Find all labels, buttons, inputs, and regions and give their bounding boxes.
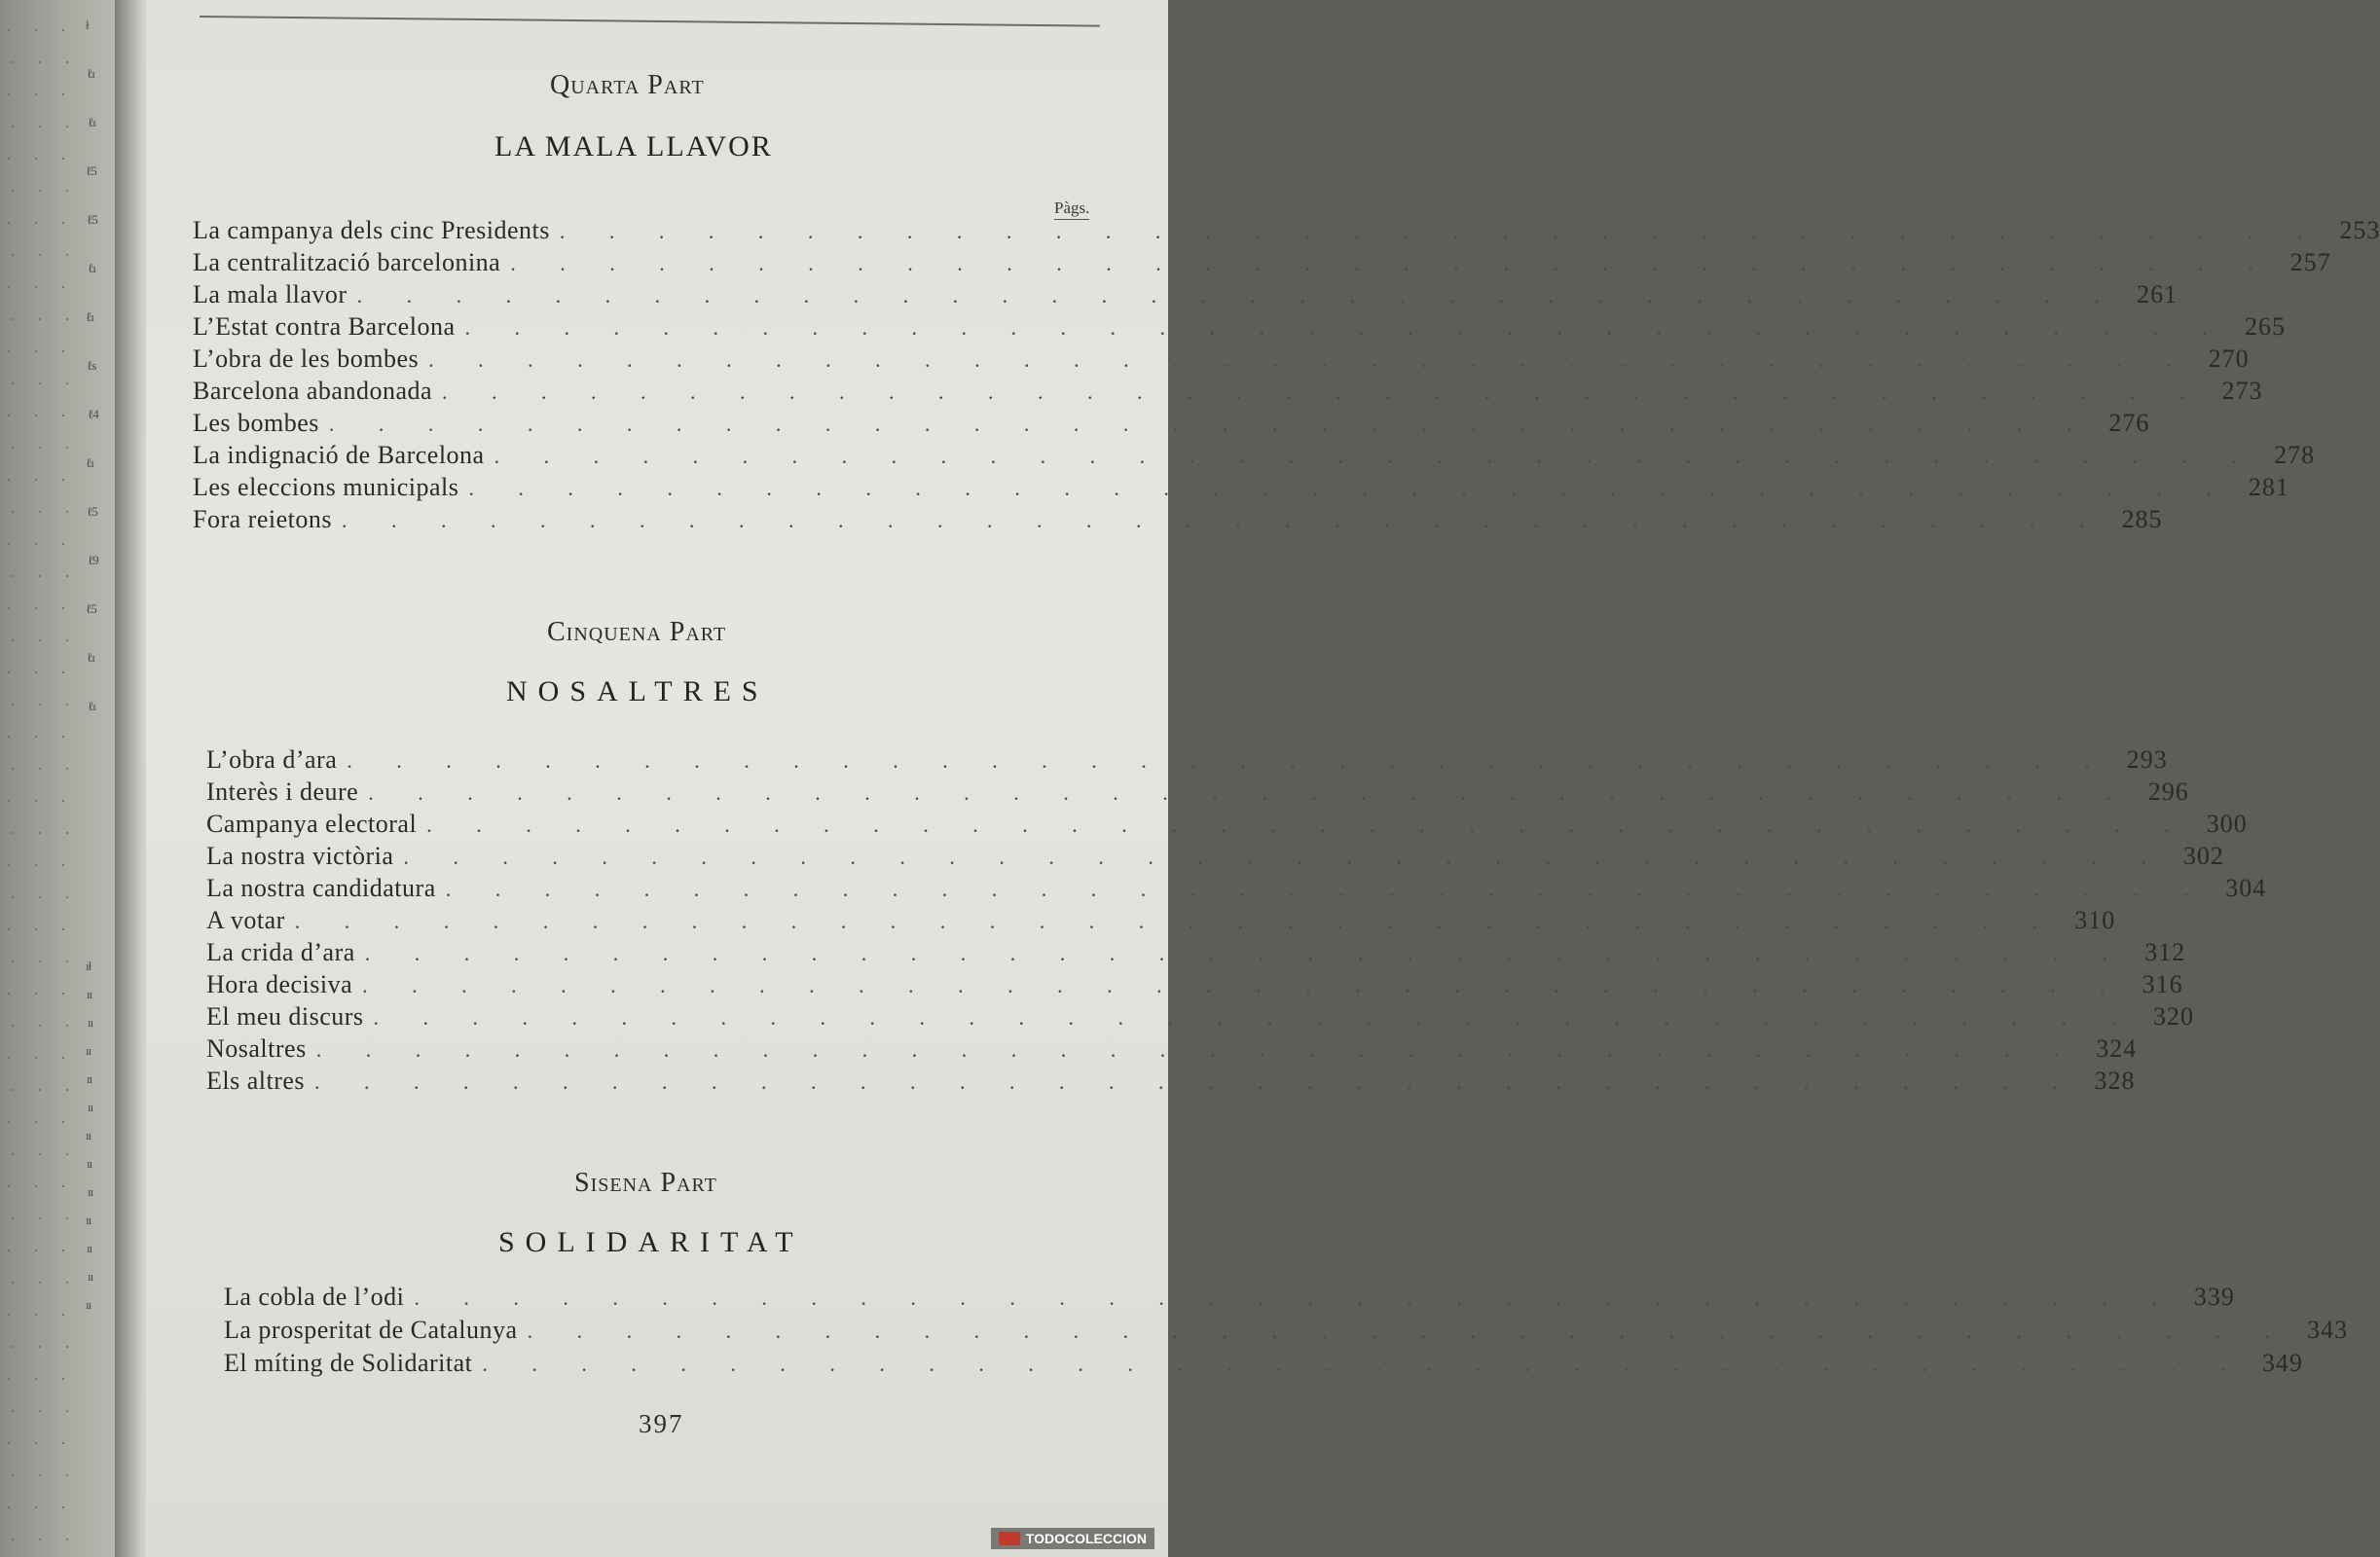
toc-entry-page: 265 — [2245, 312, 2286, 341]
previous-page-mark: ℓı — [88, 261, 95, 275]
previous-page-leader-dot — [35, 1314, 37, 1316]
previous-page-mark: ıı — [88, 1100, 93, 1114]
previous-page-leader-dot — [66, 768, 68, 770]
previous-page-leader-dot — [12, 1410, 14, 1412]
toc-entry — [193, 473, 2289, 506]
previous-page-leader-dot — [12, 511, 14, 513]
previous-page-mark: ıı — [87, 1156, 92, 1171]
previous-page-mark: ℓ5 — [86, 163, 96, 178]
previous-page-leader-dot — [35, 158, 37, 160]
previous-page-leader-dot — [39, 126, 41, 127]
previous-page-leader-dot — [39, 960, 41, 962]
watermark-text: TODOCOLECCION — [1025, 1531, 1147, 1546]
previous-page-leader-dot — [35, 993, 37, 995]
previous-page-mark: ℓs — [87, 358, 96, 373]
dot-leader: . . . . . . . . . . . . . . . . . . . . . . . . . . . . . . . . . . . . — [364, 941, 2128, 965]
previous-page-leader-dot — [39, 1153, 41, 1155]
toc-entry-title: Nosaltres — [206, 1034, 307, 1063]
previous-page-leader-dot — [66, 1025, 68, 1027]
previous-page-mark: ıı — [86, 1043, 92, 1058]
previous-page-leader-dot — [62, 479, 64, 481]
toc-entry-page: 310 — [2074, 906, 2116, 934]
previous-page-leader-dot — [35, 864, 37, 866]
previous-page-leader-dot — [39, 61, 41, 63]
previous-page-leader-dot — [8, 543, 10, 545]
previous-page-mark: ℓı — [86, 309, 93, 324]
dot-leader: . . . . . . . . . . . . . . . . . . . . . . . . . . . . . . . . . . . . — [294, 909, 2058, 933]
dot-leader: . . . . . . . . . . . . . . . . . . . . . . . . . . . . . . . . . . . . — [341, 508, 2105, 532]
dot-leader: . . . . . . . . . . . . . . . . . . . . . . . . . . . . . . . . . . . . — [314, 1069, 2077, 1094]
previous-page-mark: ıı — [86, 1297, 92, 1312]
previous-page-leader-dot — [39, 896, 41, 898]
previous-page-leader-dot — [62, 29, 64, 31]
previous-page-leader-dot — [8, 1057, 10, 1059]
previous-page-leader-dot — [8, 1185, 10, 1187]
previous-page-leader-dot — [35, 1378, 37, 1380]
previous-page-mark: ℓı — [88, 699, 95, 713]
previous-page-leader-dot — [62, 415, 64, 416]
toc-entry-page: 253 — [2339, 216, 2380, 244]
toc-entry-page: 273 — [2221, 377, 2263, 405]
dot-leader: . . . . . . . . . . . . . . . . . . . . . . . . . . . . . . . . . . . . — [510, 251, 2273, 275]
previous-page-mark: ıı — [87, 987, 92, 1001]
previous-page-mark: ℓı — [87, 66, 94, 81]
toc-entry — [224, 1283, 2235, 1316]
toc-entry-page: 285 — [2121, 505, 2163, 533]
previous-page-leader-dot — [12, 1217, 14, 1219]
previous-page-leader-dot — [66, 1217, 68, 1219]
toc-entry-title: Els altres — [206, 1067, 306, 1095]
toc-entry — [206, 842, 2224, 875]
previous-page-leader-dot — [8, 928, 10, 930]
previous-page-leader-dot — [62, 1442, 64, 1444]
previous-page-leader-dot — [66, 511, 68, 513]
dot-leader: . . . . . . . . . . . . . . . . . . . . . . . . . . . . . . . . . . . . — [527, 1319, 2290, 1343]
toc-entry-title: Les bombes — [193, 409, 319, 437]
toc-entry-page: 270 — [2208, 344, 2250, 373]
previous-page-leader-dot — [66, 1539, 68, 1540]
previous-page-leader-dot — [39, 1089, 41, 1091]
previous-page-leader-dot — [62, 222, 64, 224]
previous-page-leader-dot — [35, 1121, 37, 1123]
previous-page-leader-dot — [35, 286, 37, 288]
toc-entry — [224, 1316, 2349, 1349]
toc-entry-title: La nostra candidatura — [206, 874, 436, 902]
toc-entry-title: El míting de Solidaritat — [224, 1349, 473, 1377]
previous-page-leader-dot — [12, 575, 14, 577]
previous-page-leader-dot — [39, 1025, 41, 1027]
toc-entry-page: 316 — [2142, 970, 2183, 998]
watermark — [991, 1528, 1154, 1549]
previous-page-leader-dot — [35, 671, 37, 673]
toc-entry-title: La cobla de l’odi — [224, 1283, 405, 1311]
previous-page-leader-dot — [66, 254, 68, 256]
previous-page-leader-dot — [8, 864, 10, 866]
previous-page-leader-dot — [12, 318, 14, 320]
previous-page-leader-dot — [66, 960, 68, 962]
previous-page-leader-dot — [39, 768, 41, 770]
section-title: SOLIDARITAT — [498, 1226, 804, 1258]
toc-entry-title: La centralització barcelonina — [193, 248, 501, 276]
toc-entry-title: La campanya dels cinc Presidents — [193, 216, 550, 244]
dot-leader: . . . . . . . . . . . . . . . . . . . . . . . . . . . . . . . . . . . . — [559, 219, 2323, 243]
previous-page-leader-dot — [12, 61, 14, 63]
dot-leader: . . . . . . . . . . . . . . . . . . . . . . . . . . . . . . . . . . . . — [482, 1352, 2245, 1376]
previous-page-leader-dot — [8, 1442, 10, 1444]
previous-page-leader-dot — [62, 671, 64, 673]
toc-entry-page: 261 — [2137, 280, 2179, 308]
previous-page-leader-dot — [66, 704, 68, 706]
toc-entry-page: 293 — [2126, 745, 2168, 774]
previous-page-leader-dot — [39, 639, 41, 641]
previous-page-leader-dot — [39, 704, 41, 706]
toc-entry-title: Interès i deure — [206, 778, 359, 806]
previous-page-mark: ℓ5 — [86, 601, 96, 616]
dot-leader: . . . . . . . . . . . . . . . . . . . . . . . . . . . . . . . . . . . . — [426, 813, 2189, 837]
dot-leader: . . . . . . . . . . . . . . . . . . . . . . . . . . . . . . . . . . . . — [494, 444, 2257, 468]
previous-page-leader-dot — [8, 29, 10, 31]
previous-page-leader-dot — [35, 29, 37, 31]
toc-entry-title: El meu discurs — [206, 1002, 364, 1031]
previous-page-leader-dot — [12, 960, 14, 962]
previous-page-leader-dot — [8, 158, 10, 160]
previous-page-leader-dot — [62, 1249, 64, 1251]
previous-page-leader-dot — [39, 832, 41, 834]
section-part-label: Sisena Part — [574, 1168, 717, 1198]
toc-entry-page: 304 — [2225, 874, 2267, 902]
toc-entry — [206, 810, 2248, 843]
toc-entry-page: 339 — [2193, 1283, 2235, 1311]
previous-page-leader-dot — [12, 639, 14, 641]
previous-page-leader-dot — [62, 543, 64, 545]
previous-page-mark: ıı — [88, 1184, 93, 1199]
previous-page-mark: ł — [86, 18, 89, 32]
previous-page-leader-dot — [66, 1410, 68, 1412]
previous-page-leader-dot — [35, 93, 37, 95]
previous-page-leader-dot — [8, 736, 10, 738]
toc-entry-page: 257 — [2289, 248, 2331, 276]
toc-entry-title: A votar — [206, 906, 285, 934]
dot-leader: . . . . . . . . . . . . . . . . . . . . . . . . . . . . . . . . . . . . — [368, 780, 2131, 805]
dot-leader: . . . . . . . . . . . . . . . . . . . . . . . . . . . . . . . . . . . . — [414, 1285, 2177, 1310]
previous-page-leader-dot — [62, 1378, 64, 1380]
toc-entry-title: La crida d’ara — [206, 938, 355, 966]
previous-page-leader-dot — [66, 575, 68, 577]
previous-page-leader-dot — [35, 415, 37, 416]
previous-page-leader-dot — [66, 190, 68, 192]
dot-leader: . . . . . . . . . . . . . . . . . . . . . . . . . . . . . . . . . . . . — [442, 380, 2205, 404]
toc-entry — [193, 505, 2163, 538]
toc-entry — [193, 248, 2331, 281]
section-part-label: Cinquena Part — [547, 617, 727, 647]
previous-page-leader-dot — [12, 704, 14, 706]
previous-page-leader-dot — [39, 254, 41, 256]
previous-page-leader-dot — [66, 61, 68, 63]
previous-page-leader-dot — [39, 1474, 41, 1476]
toc-entry-page: 281 — [2248, 473, 2289, 501]
previous-page-leader-dot — [62, 736, 64, 738]
previous-page-leader-dot — [62, 928, 64, 930]
toc-entry-page: 328 — [2094, 1067, 2136, 1095]
previous-page-leader-dot — [12, 832, 14, 834]
previous-page-leader-dot — [39, 1539, 41, 1540]
previous-page-leader-dot — [39, 318, 41, 320]
dot-leader: . . . . . . . . . . . . . . . . . . . . . . . . . . . . . . . . . . . . — [468, 476, 2231, 500]
previous-page-leader-dot — [35, 1506, 37, 1508]
toc-entry-page: 324 — [2096, 1034, 2138, 1063]
section-title: NOSALTRES — [506, 675, 769, 707]
previous-page-leader-dot — [8, 415, 10, 416]
dot-leader: . . . . . . . . . . . . . . . . . . . . . . . . . . . . . . . . . . . . — [445, 877, 2209, 901]
toc-entry-page: 302 — [2182, 842, 2224, 870]
previous-page-leader-dot — [39, 1217, 41, 1219]
previous-page-strip — [0, 0, 117, 1557]
dot-leader: . . . . . . . . . . . . . . . . . . . . . . . . . . . . . . . . . . . . — [328, 412, 2092, 436]
previous-page-leader-dot — [8, 479, 10, 481]
toc-entry-title: L’obra de les bombes — [193, 344, 420, 373]
toc-entry-title: L’obra d’ara — [206, 745, 338, 774]
previous-page-mark: ıı — [86, 1128, 92, 1142]
previous-page-leader-dot — [62, 1121, 64, 1123]
previous-page-leader-dot — [66, 1474, 68, 1476]
previous-page-leader-dot — [66, 318, 68, 320]
previous-page-mark: ıł — [86, 959, 92, 973]
toc-entry-title: Hora decisiva — [206, 970, 353, 998]
toc-entry — [193, 216, 2380, 249]
previous-page-leader-dot — [66, 1282, 68, 1284]
previous-page-leader-dot — [12, 1539, 14, 1540]
dot-leader: . . . . . . . . . . . . . . . . . . . . . . . . . . . . . . . . . . . . — [403, 845, 2166, 869]
previous-page-mark: ℓı — [87, 650, 94, 665]
previous-page-leader-dot — [12, 1346, 14, 1348]
toc-entry-page: 296 — [2147, 778, 2189, 806]
previous-page-mark: ℓ4 — [88, 407, 98, 421]
previous-page-leader-dot — [66, 896, 68, 898]
previous-page-mark: ℓ9 — [88, 553, 98, 567]
toc-entry-page: 343 — [2307, 1316, 2349, 1344]
toc-entry — [206, 906, 2116, 939]
watermark-logo-icon — [999, 1532, 1020, 1545]
previous-page-leader-dot — [35, 350, 37, 352]
previous-page-mark: ıı — [86, 1213, 92, 1227]
dot-leader: . . . . . . . . . . . . . . . . . . . . . . . . . . . . . . . . . . . . — [362, 973, 2125, 997]
toc-entry-title: La prosperitat de Catalunya — [224, 1316, 518, 1344]
previous-page-mark: ℓ5 — [87, 212, 97, 227]
toc-entry-title: L’Estat contra Barcelona — [193, 312, 456, 341]
previous-page-leader-dot — [8, 993, 10, 995]
previous-page-leader-dot — [8, 1249, 10, 1251]
section-title: LA MALA LLAVOR — [494, 130, 773, 163]
previous-page-leader-dot — [62, 1314, 64, 1316]
previous-page-leader-dot — [12, 254, 14, 256]
dot-leader: . . . . . . . . . . . . . . . . . . . . . . . . . . . . . . . . . . . . — [464, 315, 2227, 340]
previous-page-leader-dot — [12, 896, 14, 898]
toc-entry-title: Campanya electoral — [206, 810, 418, 838]
previous-page-leader-dot — [12, 1025, 14, 1027]
previous-page-mark: ıı — [87, 1241, 92, 1255]
previous-page-leader-dot — [62, 607, 64, 609]
previous-page-leader-dot — [62, 1185, 64, 1187]
toc-entry — [206, 1034, 2138, 1068]
previous-page-leader-dot — [12, 1153, 14, 1155]
previous-page-leader-dot — [39, 190, 41, 192]
toc-entry-page: 349 — [2261, 1349, 2303, 1377]
previous-page-leader-dot — [35, 1249, 37, 1251]
pages-column-label: Pàgs. — [1054, 199, 1089, 220]
page-number: 397 — [639, 1409, 684, 1438]
previous-page-mark: ℓ5 — [87, 504, 97, 519]
toc-entry — [206, 778, 2189, 811]
previous-page-leader-dot — [12, 382, 14, 384]
previous-page-leader-dot — [8, 350, 10, 352]
previous-page-mark: ℓı — [86, 455, 93, 470]
previous-page-leader-dot — [35, 1057, 37, 1059]
previous-page-leader-dot — [62, 1057, 64, 1059]
previous-page-leader-dot — [12, 768, 14, 770]
previous-page-leader-dot — [8, 222, 10, 224]
dot-leader: . . . . . . . . . . . . . . . . . . . . . . . . . . . . . . . . . . . . — [315, 1037, 2079, 1062]
toc-entry-title: Fora reietons — [193, 505, 332, 533]
previous-page-leader-dot — [66, 1153, 68, 1155]
previous-page-leader-dot — [39, 511, 41, 513]
previous-page-leader-dot — [8, 1378, 10, 1380]
toc-entry — [193, 312, 2286, 345]
previous-page-leader-dot — [35, 800, 37, 802]
previous-page-leader-dot — [35, 1185, 37, 1187]
toc-entry — [206, 745, 2168, 778]
toc-entry-title: La indignació de Barcelona — [193, 441, 485, 469]
previous-page-leader-dot — [35, 736, 37, 738]
previous-page-leader-dot — [12, 190, 14, 192]
previous-page-leader-dot — [66, 1089, 68, 1091]
previous-page-leader-dot — [39, 382, 41, 384]
previous-page-leader-dot — [8, 800, 10, 802]
previous-page-leader-dot — [12, 1474, 14, 1476]
previous-page-leader-dot — [8, 93, 10, 95]
toc-entry — [193, 280, 2179, 313]
previous-page-leader-dot — [62, 158, 64, 160]
toc-entry-page: 320 — [2153, 1002, 2195, 1031]
previous-page-leader-dot — [62, 1506, 64, 1508]
previous-page-mark: ıı — [87, 1071, 92, 1086]
toc-entry-title: La nostra victòria — [206, 842, 394, 870]
toc-entry — [224, 1349, 2303, 1382]
previous-page-leader-dot — [66, 447, 68, 449]
previous-page-leader-dot — [12, 1089, 14, 1091]
previous-page-leader-dot — [66, 382, 68, 384]
dot-leader: . . . . . . . . . . . . . . . . . . . . . . . . . . . . . . . . . . . . — [428, 347, 2191, 372]
toc-entry — [193, 409, 2150, 442]
previous-page-leader-dot — [12, 126, 14, 127]
section-part-label: Quarta Part — [550, 70, 705, 100]
previous-page-leader-dot — [35, 543, 37, 545]
previous-page-mark: ıı — [88, 1269, 93, 1284]
previous-page-leader-dot — [8, 286, 10, 288]
previous-page-leader-dot — [35, 607, 37, 609]
previous-page-leader-dot — [62, 93, 64, 95]
previous-page-leader-dot — [62, 993, 64, 995]
previous-page-leader-dot — [12, 1282, 14, 1284]
previous-page-leader-dot — [8, 1506, 10, 1508]
toc-entry — [206, 938, 2186, 971]
previous-page-mark: ℓı — [88, 115, 95, 129]
toc-entry-page: 300 — [2206, 810, 2248, 838]
dot-leader: . . . . . . . . . . . . . . . . . . . . . . . . . . . . . . . . . . . . — [347, 748, 2109, 773]
previous-page-leader-dot — [62, 350, 64, 352]
previous-page-leader-dot — [39, 447, 41, 449]
previous-page-leader-dot — [39, 575, 41, 577]
toc-entry-title: La mala llavor — [193, 280, 348, 308]
previous-page-leader-dot — [35, 222, 37, 224]
toc-entry-page: 312 — [2144, 938, 2186, 966]
previous-page-leader-dot — [66, 639, 68, 641]
previous-page-mark: ıı — [88, 1015, 93, 1030]
toc-entry — [193, 377, 2263, 410]
previous-page-leader-dot — [62, 286, 64, 288]
previous-page-leader-dot — [39, 1282, 41, 1284]
toc-entry-title: Barcelona abandonada — [193, 377, 433, 405]
toc-entry-page: 278 — [2274, 441, 2316, 469]
toc-entry — [206, 970, 2183, 1003]
dot-leader: . . . . . . . . . . . . . . . . . . . . . . . . . . . . . . . . . . . . — [373, 1005, 2137, 1030]
toc-entry — [193, 441, 2316, 474]
previous-page-leader-dot — [66, 126, 68, 127]
toc-entry — [206, 1002, 2195, 1035]
toc-entry — [193, 344, 2250, 378]
toc-entry — [206, 1067, 2136, 1100]
dot-leader: . . . . . . . . . . . . . . . . . . . . . . . . . . . . . . . . . . . . — [356, 283, 2120, 308]
previous-page-leader-dot — [35, 1442, 37, 1444]
previous-page-leader-dot — [35, 479, 37, 481]
previous-page-leader-dot — [62, 800, 64, 802]
toc-entry-title: Les eleccions municipals — [193, 473, 459, 501]
previous-page-leader-dot — [12, 447, 14, 449]
toc-entry — [206, 874, 2267, 907]
previous-page-leader-dot — [66, 832, 68, 834]
previous-page-leader-dot — [8, 607, 10, 609]
previous-page-leader-dot — [8, 671, 10, 673]
previous-page-leader-dot — [62, 864, 64, 866]
previous-page-leader-dot — [8, 1314, 10, 1316]
toc-entry-page: 276 — [2108, 409, 2150, 437]
previous-page-leader-dot — [39, 1346, 41, 1348]
previous-page-leader-dot — [39, 1410, 41, 1412]
previous-page-leader-dot — [8, 1121, 10, 1123]
previous-page-leader-dot — [35, 928, 37, 930]
previous-page-leader-dot — [66, 1346, 68, 1348]
